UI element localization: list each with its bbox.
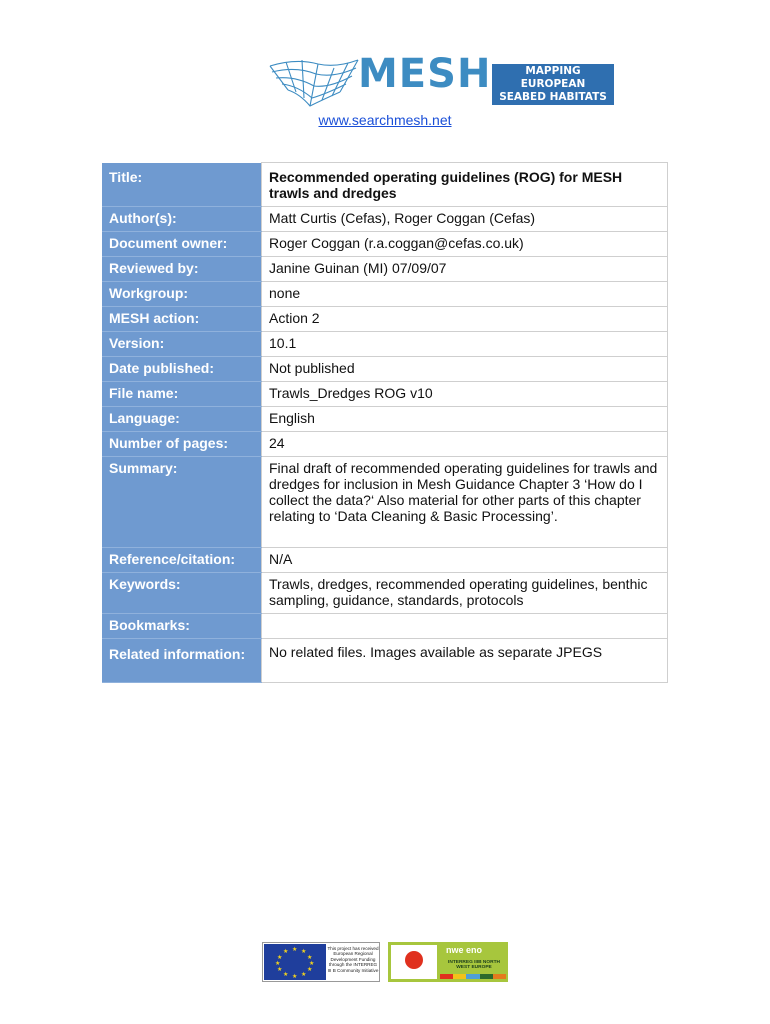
- label-title: Title:: [102, 163, 262, 207]
- row-bookmarks: [102, 614, 668, 639]
- nwe-subtitle: INTERREG IIIB NORTH WEST EUROPE: [448, 960, 500, 971]
- label-date-published: Date published:: [102, 357, 262, 382]
- row-keywords: [102, 573, 668, 614]
- value-workgroup: none: [262, 282, 668, 307]
- label-file-name: File name:: [102, 382, 262, 407]
- row-file-name: [102, 382, 668, 407]
- row-reference-citation: [102, 548, 668, 573]
- row-workgroup: [102, 282, 668, 307]
- value-summary: Final draft of recommended operating guidelines for trawls and dredges for inclusion in Mesh Guidance Chapter 3 ‘How do I collect the data?‘ Also material for other parts of this chapter relating to ‘Data Cleaning & Basic Processing’.: [262, 457, 668, 548]
- value-title: Recommended operating guidelines (ROG) for MESH trawls and dredges: [262, 163, 668, 207]
- value-related-information: No related files. Images available as separate JPEGS: [262, 639, 668, 683]
- interreg-nwe-logo: [388, 942, 508, 982]
- row-number-of-pages: [102, 432, 668, 457]
- label-authors: Author(s):: [102, 207, 262, 232]
- row-authors: [102, 207, 668, 232]
- nwe-color-strip: [440, 974, 506, 979]
- eu-funding-logo: [262, 942, 380, 982]
- label-mesh-action: MESH action:: [102, 307, 262, 332]
- row-summary: [102, 457, 668, 548]
- logo-tagline: [492, 64, 614, 105]
- row-reviewed-by: [102, 257, 668, 282]
- label-number-of-pages: Number of pages:: [102, 432, 262, 457]
- logo-tagline-line-1: MAPPING EUROPEAN: [520, 65, 586, 90]
- label-bookmarks: Bookmarks:: [102, 614, 262, 639]
- document-metadata-table: [102, 162, 668, 683]
- interreg-emblem-icon: [391, 945, 437, 979]
- logo-tagline-line-2: SEABED HABITATS: [499, 91, 607, 103]
- eu-flag-icon: ★ ★ ★ ★ ★ ★ ★ ★ ★ ★ ★ ★: [264, 944, 326, 980]
- value-language: English: [262, 407, 668, 432]
- value-bookmarks: [262, 614, 668, 639]
- eu-funding-text: This project has received European Regional Development Funding through the INTERREG III B Community Initiative: [327, 946, 379, 973]
- value-reviewed-by: Janine Guinan (MI) 07/09/07: [262, 257, 668, 282]
- value-file-name: Trawls_Dredges ROG v10: [262, 382, 668, 407]
- mesh-logo: [266, 48, 618, 110]
- value-mesh-action: Action 2: [262, 307, 668, 332]
- row-mesh-action: [102, 307, 668, 332]
- row-document-owner: [102, 232, 668, 257]
- value-authors: Matt Curtis (Cefas), Roger Coggan (Cefas): [262, 207, 668, 232]
- label-related-information: Related information:: [102, 639, 262, 683]
- logo-wordmark: MESH: [358, 51, 492, 97]
- row-title: [102, 163, 668, 207]
- seabed-grid-icon: [266, 48, 362, 110]
- label-reference-citation: Reference/citation:: [102, 548, 262, 573]
- label-language: Language:: [102, 407, 262, 432]
- label-summary: Summary:: [102, 457, 262, 548]
- value-keywords: Trawls, dredges, recommended operating guidelines, benthic sampling, guidance, standards, protocols: [262, 573, 668, 614]
- value-document-owner: Roger Coggan (r.a.coggan@cefas.co.uk): [262, 232, 668, 257]
- value-date-published: Not published: [262, 357, 668, 382]
- label-keywords: Keywords:: [102, 573, 262, 614]
- row-language: [102, 407, 668, 432]
- row-date-published: [102, 357, 668, 382]
- value-number-of-pages: 24: [262, 432, 668, 457]
- label-document-owner: Document owner:: [102, 232, 262, 257]
- website-link[interactable]: www.searchmesh.net: [318, 112, 452, 128]
- label-version: Version:: [102, 332, 262, 357]
- row-related-information: [102, 639, 668, 683]
- row-version: [102, 332, 668, 357]
- label-workgroup: Workgroup:: [102, 282, 262, 307]
- value-reference-citation: N/A: [262, 548, 668, 573]
- label-reviewed-by: Reviewed by:: [102, 257, 262, 282]
- value-version: 10.1: [262, 332, 668, 357]
- nwe-title: nwe eno: [446, 945, 483, 955]
